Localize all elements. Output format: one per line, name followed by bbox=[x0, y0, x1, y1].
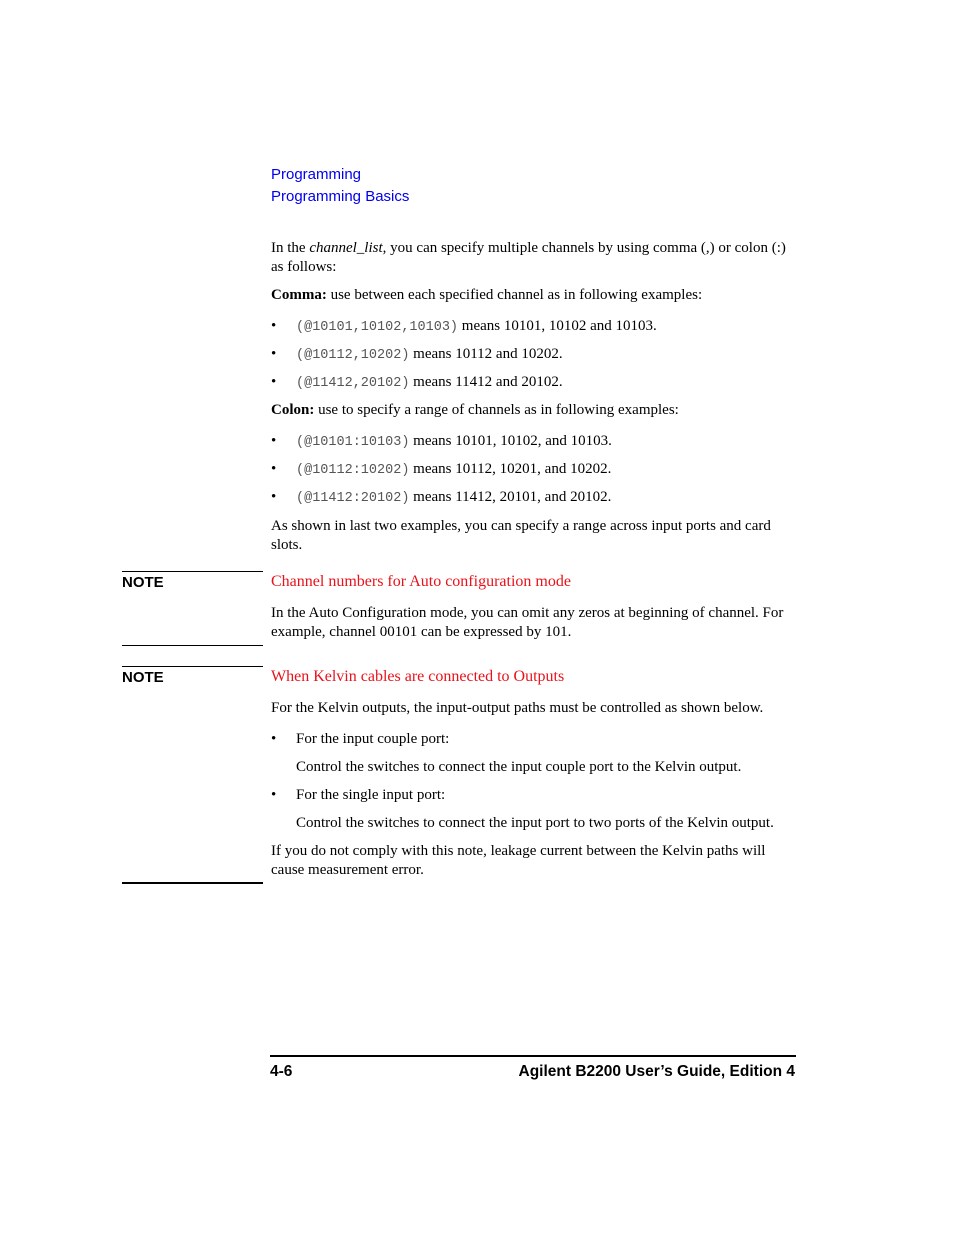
kelvin-item-detail: Control the switches to connect the input port to two ports of the Kelvin output. bbox=[296, 815, 774, 831]
note-intro: For the Kelvin outputs, the input-output paths must be controlled as shown below. bbox=[271, 700, 764, 716]
range-paragraph: As shown in last two examples, you can specify a range across input ports and card slots. bbox=[271, 518, 771, 553]
colon-example-3 bbox=[296, 488, 611, 508]
intro-rest: , you can specify multiple channels by using comma (,) or colon (:) as follows: bbox=[271, 240, 786, 275]
bullet-icon: • bbox=[271, 489, 277, 505]
channel-code: (@10101,10102,10103) bbox=[296, 320, 459, 335]
note-title: Channel numbers for Auto configuration mode bbox=[271, 573, 571, 590]
colon-label: Colon: bbox=[271, 402, 315, 418]
example-desc: means 10112, 10201, and 10202. bbox=[409, 461, 612, 477]
note-divider-bottom bbox=[122, 645, 263, 646]
note-warning: If you do not comply with this note, leakage current between the Kelvin paths will cause measurement error. bbox=[271, 843, 766, 878]
intro-term: channel_list bbox=[309, 240, 383, 256]
kelvin-item-label: For the input couple port: bbox=[296, 731, 450, 747]
comma-example-3 bbox=[296, 373, 563, 393]
kelvin-item-label: For the single input port: bbox=[296, 787, 446, 803]
bullet-icon: • bbox=[271, 461, 277, 477]
channel-code: (@10101:10103) bbox=[296, 435, 410, 450]
colon-text: use to specify a range of channels as in following examples: bbox=[314, 402, 679, 418]
note-divider-top bbox=[122, 571, 263, 572]
breadcrumb-chapter-link[interactable]: Programming bbox=[271, 166, 362, 183]
breadcrumb-section-link[interactable]: Programming Basics bbox=[271, 188, 410, 205]
channel-code: (@10112,10202) bbox=[296, 348, 410, 363]
example-desc: means 10101, 10102, and 10103. bbox=[409, 433, 612, 449]
colon-paragraph bbox=[271, 401, 801, 420]
page-number: 4-6 bbox=[270, 1063, 293, 1080]
comma-label: Comma: bbox=[271, 287, 327, 303]
example-desc: means 11412, 20101, and 20102. bbox=[409, 489, 612, 505]
example-desc: means 10101, 10102 and 10103. bbox=[458, 318, 657, 334]
bullet-icon: • bbox=[271, 374, 277, 390]
note-label: NOTE bbox=[122, 669, 164, 686]
bullet-icon: • bbox=[271, 318, 277, 334]
channel-code: (@10112:10202) bbox=[296, 463, 410, 478]
bullet-icon: • bbox=[271, 787, 277, 803]
note-divider-top bbox=[122, 666, 263, 667]
bullet-icon: • bbox=[271, 433, 277, 449]
kelvin-item-detail: Control the switches to connect the input couple port to the Kelvin output. bbox=[296, 759, 742, 775]
bullet-icon: • bbox=[271, 346, 277, 362]
note-divider-bottom bbox=[122, 882, 263, 884]
example-desc: means 11412 and 20102. bbox=[409, 374, 563, 390]
example-desc: means 10112 and 10202. bbox=[409, 346, 563, 362]
comma-example-2 bbox=[296, 345, 563, 365]
colon-example-1 bbox=[296, 432, 612, 452]
bullet-icon: • bbox=[271, 731, 277, 747]
channel-code: (@11412,20102) bbox=[296, 376, 410, 391]
colon-example-2 bbox=[296, 460, 611, 480]
intro-paragraph bbox=[271, 239, 801, 277]
guide-title: Agilent B2200 User’s Guide, Edition 4 bbox=[518, 1063, 795, 1080]
comma-example-1 bbox=[296, 317, 657, 337]
comma-paragraph bbox=[271, 286, 801, 305]
comma-text: use between each specified channel as in following examples: bbox=[326, 287, 703, 303]
note-title: When Kelvin cables are connected to Outputs bbox=[271, 668, 565, 685]
note-label: NOTE bbox=[122, 574, 164, 591]
note-text: In the Auto Configuration mode, you can omit any zeros at beginning of channel. For example, channel 00101 can be expressed by 101. bbox=[271, 605, 784, 640]
intro-lead: In the bbox=[271, 240, 310, 256]
footer-rule bbox=[270, 1055, 796, 1057]
channel-code: (@11412:20102) bbox=[296, 491, 410, 506]
